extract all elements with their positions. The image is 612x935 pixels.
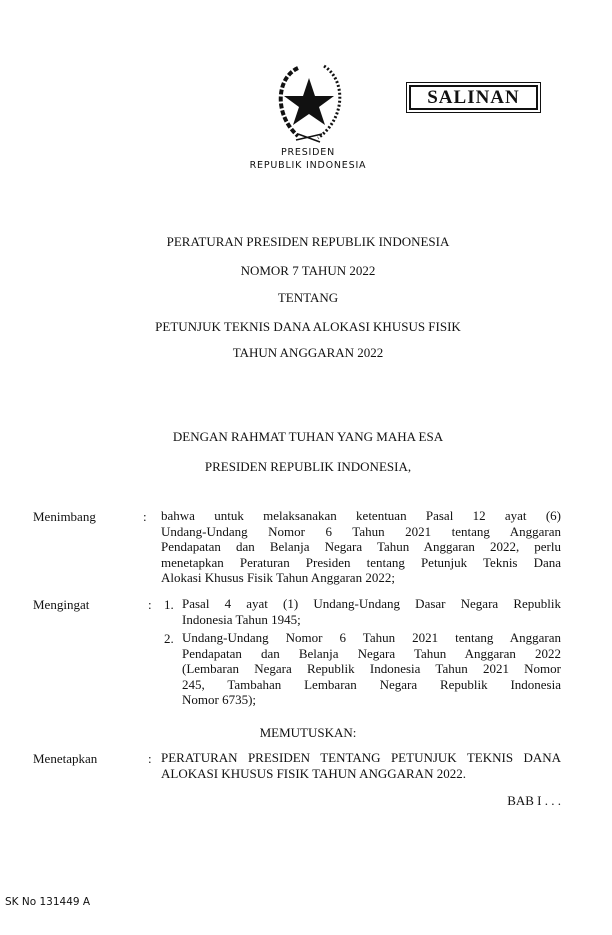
emblem-label-republik: REPUBLIK INDONESIA [249, 160, 367, 171]
text-line: ALOKASI KHUSUS FISIK TAHUN ANGGARAN 2022. [161, 765, 466, 781]
menimbang-text [161, 508, 561, 586]
menimbang-label: Menimbang [33, 509, 96, 524]
item-number: 1. [164, 597, 174, 612]
text-line: Pasal 4 ayat (1) Undang-Undang Dasar Negara Republik [182, 596, 561, 611]
text-line: Pendapatan dan Belanja Negara Tahun Anggaran 2022, perlu [161, 539, 561, 555]
menimbang-colon: : [143, 509, 147, 524]
regulation-number: NOMOR 7 TAHUN 2022 [240, 263, 376, 278]
salinan-stamp: SALINAN [409, 85, 538, 110]
memutuskan-heading: MEMUTUSKAN: [259, 725, 357, 740]
menetapkan-text [161, 750, 561, 781]
text-line: menetapkan Peraturan Presiden tentang Petunjuk Teknis Dana [161, 554, 561, 570]
text-line: Pendapatan dan Belanja Negara Tahun Anggaran 2022 [182, 645, 561, 661]
invocation: DENGAN RAHMAT TUHAN YANG MAHA ESA [172, 429, 444, 444]
mengingat-colon: : [148, 597, 152, 612]
text-line: Undang-Undang Nomor 6 Tahun 2021 tentang Anggaran [182, 630, 561, 645]
item-number: 2. [164, 631, 174, 646]
text-line: bahwa untuk melaksanakan ketentuan Pasal 12 ayat (6) [161, 508, 561, 523]
mengingat-label: Mengingat [33, 597, 90, 612]
emblem-label-presiden: PRESIDEN [281, 147, 335, 158]
footer-code: SK No 131449 A [5, 896, 91, 908]
president-heading: PRESIDEN REPUBLIK INDONESIA, [204, 459, 412, 474]
text-line: Alokasi Khusus Fisik Tahun Anggaran 2022; [161, 570, 395, 586]
tentang-heading: TENTANG [277, 290, 339, 305]
mengingat-item-1 [182, 596, 561, 627]
regulation-year: TAHUN ANGGARAN 2022 [232, 345, 384, 360]
page-continuation: BAB I . . . [507, 793, 561, 808]
text-line: 245, Tambahan Lembaran Negara Republik Indonesia [182, 676, 561, 692]
menetapkan-colon: : [148, 751, 152, 766]
text-line: PERATURAN PRESIDEN TENTANG PETUNJUK TEKNIS DANA [161, 750, 561, 765]
regulation-subject: PETUNJUK TEKNIS DANA ALOKASI KHUSUS FISIK [155, 319, 461, 334]
text-line: (Lembaran Negara Republik Indonesia Tahun 2021 Nomor [182, 661, 561, 677]
text-line: Indonesia Tahun 1945; [182, 611, 301, 627]
text-line: Nomor 6735); [182, 692, 257, 708]
text-line: Undang-Undang Nomor 6 Tahun 2021 tentang Anggaran [161, 523, 561, 539]
menetapkan-label: Menetapkan [33, 751, 98, 766]
mengingat-item-2 [182, 630, 561, 708]
garuda-emblem-icon [268, 60, 350, 144]
regulation-title: PERATURAN PRESIDEN REPUBLIK INDONESIA [166, 234, 450, 249]
